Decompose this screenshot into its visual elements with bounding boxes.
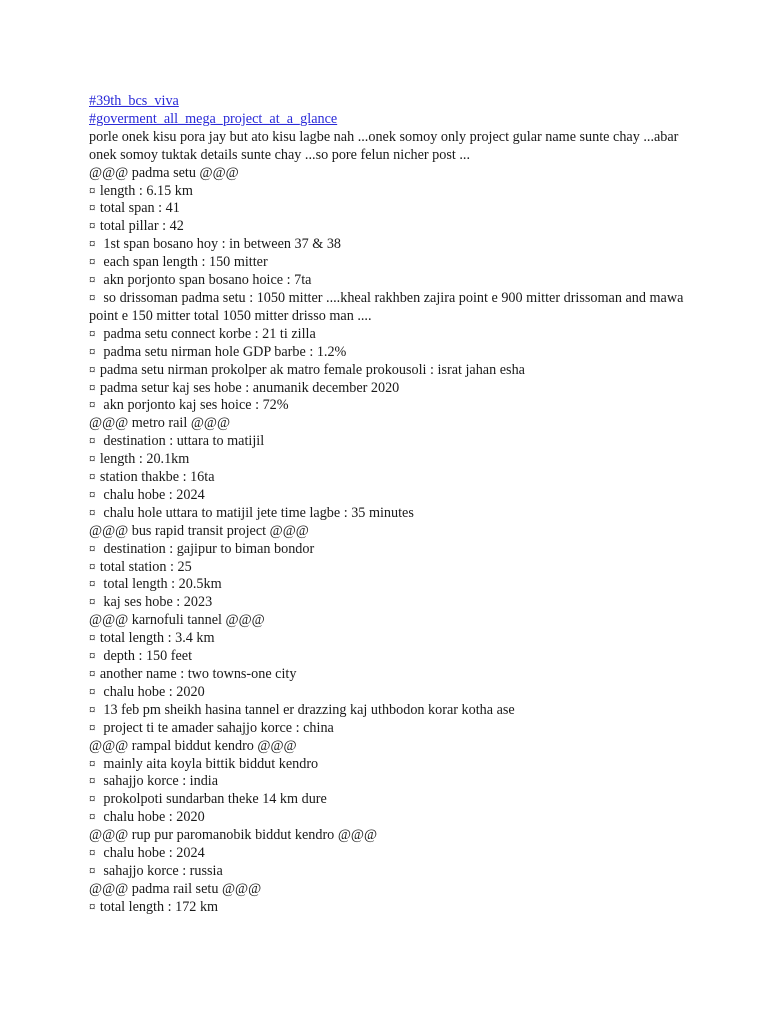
list-item-text: so drissoman padma setu : 1050 mitter ....kheal rakhben zajira point e 900 mitter drissoman and mawa point e 150 mitter total 1050 mitter drisso man .... — [89, 289, 684, 324]
section-heading: @@@ bus rapid transit project @@@ — [89, 522, 309, 539]
list-item-text: destination : gajipur to biman bondor — [99, 540, 315, 557]
list-item-text: another name : two towns-one city — [99, 666, 297, 682]
list-item-text: project ti te amader sahajjo korce : china — [99, 719, 334, 736]
list-item-text: total length : 20.5km — [99, 576, 222, 593]
section-heading: @@@ rampal biddut kendro @@@ — [89, 737, 297, 754]
list-item — [89, 594, 689, 612]
bullet-symbol-icon: ¤ — [89, 720, 96, 735]
list-item — [89, 380, 689, 398]
list-item — [89, 469, 689, 487]
bullet-symbol-icon: ¤ — [89, 649, 96, 664]
bullet-symbol-icon: ¤ — [89, 219, 96, 234]
list-item-text: length : 6.15 km — [99, 182, 193, 199]
list-item-text: chalu hobe : 2024 — [99, 845, 205, 862]
list-item-text: total station : 25 — [99, 558, 192, 575]
bullet-symbol-icon: ¤ — [89, 631, 96, 646]
list-item-text: length : 20.1km — [99, 451, 190, 468]
list-item-text: sahajjo korce : russia — [99, 862, 223, 879]
list-item-text: padma setu connect korbe : 21 ti zilla — [99, 325, 316, 342]
project-list — [89, 165, 689, 917]
list-item-text: chalu hobe : 2020 — [99, 809, 205, 826]
bullet-symbol-icon: ¤ — [89, 380, 96, 395]
bullet-symbol-icon: ¤ — [89, 702, 96, 717]
list-item — [89, 344, 689, 362]
bullet-symbol-icon: ¤ — [89, 899, 96, 914]
list-item — [89, 541, 689, 559]
list-item-text: padma setur kaj ses hobe : anumanik december 2020 — [99, 379, 400, 396]
list-item — [89, 576, 689, 594]
list-item-text: total length : 3.4 km — [99, 630, 215, 647]
list-item-text: mainly aita koyla bittik biddut kendro — [99, 755, 319, 772]
list-item-text: padma setu nirman hole GDP barbe : 1.2% — [99, 343, 347, 360]
list-item — [89, 433, 689, 451]
bullet-symbol-icon: ¤ — [89, 846, 96, 861]
bullet-symbol-icon: ¤ — [89, 237, 96, 252]
bullet-symbol-icon: ¤ — [89, 559, 96, 574]
list-item — [89, 272, 689, 290]
section-heading: @@@ padma rail setu @@@ — [89, 880, 262, 897]
list-item-text: station thakbe : 16ta — [99, 469, 215, 486]
list-item-text: chalu hobe : 2024 — [99, 486, 205, 503]
list-item — [89, 200, 689, 218]
document-page — [89, 93, 689, 917]
bullet-symbol-icon: ¤ — [89, 255, 96, 270]
bullet-symbol-icon: ¤ — [89, 470, 96, 485]
bullet-symbol-icon: ¤ — [89, 684, 96, 699]
list-item — [89, 720, 689, 738]
bullet-symbol-icon: ¤ — [89, 344, 96, 359]
bullet-symbol-icon: ¤ — [89, 452, 96, 467]
bullet-symbol-icon: ¤ — [89, 792, 96, 807]
list-item-text: 1st span bosano hoy : in between 37 & 38 — [99, 236, 342, 253]
bullet-symbol-icon: ¤ — [89, 362, 96, 377]
list-item — [89, 236, 689, 254]
list-item — [89, 666, 689, 684]
list-item-text: destination : uttara to matijil — [99, 433, 265, 450]
list-item — [89, 218, 689, 236]
list-item — [89, 559, 689, 577]
bullet-symbol-icon: ¤ — [89, 183, 96, 198]
bullet-symbol-icon: ¤ — [89, 505, 96, 520]
list-item-text: total length : 172 km — [99, 898, 219, 915]
list-item — [89, 362, 689, 380]
bullet-symbol-icon: ¤ — [89, 326, 96, 341]
list-item — [89, 487, 689, 505]
bullet-symbol-icon: ¤ — [89, 273, 96, 288]
list-item-text: chalu hobe : 2020 — [99, 683, 205, 700]
bullet-symbol-icon: ¤ — [89, 863, 96, 878]
list-item — [89, 290, 689, 326]
bullet-symbol-icon: ¤ — [89, 290, 96, 305]
list-item-text: 13 feb pm sheikh hasina tannel er drazzing kaj uthbodon korar kotha ase — [99, 701, 515, 718]
bullet-symbol-icon: ¤ — [89, 810, 96, 825]
list-item-text: kaj ses hobe : 2023 — [99, 594, 213, 611]
bullet-symbol-icon: ¤ — [89, 398, 96, 413]
bullet-symbol-icon: ¤ — [89, 541, 96, 556]
list-item-text: akn porjonto kaj ses hoice : 72% — [99, 397, 289, 414]
list-item — [89, 326, 689, 344]
bullet-symbol-icon: ¤ — [89, 487, 96, 502]
section-heading: @@@ padma setu @@@ — [89, 164, 239, 181]
bullet-symbol-icon: ¤ — [89, 667, 96, 681]
list-item — [89, 451, 689, 469]
list-item — [89, 809, 689, 827]
list-item — [89, 899, 689, 917]
list-item — [89, 773, 689, 791]
bullet-symbol-icon: ¤ — [89, 756, 96, 771]
list-item — [89, 183, 689, 201]
bullet-symbol-icon: ¤ — [89, 577, 96, 592]
list-item-text: sahajjo korce : india — [99, 773, 219, 790]
bullet-symbol-icon: ¤ — [89, 774, 96, 789]
section-heading: @@@ metro rail @@@ — [89, 415, 231, 432]
list-item — [89, 845, 689, 863]
list-item-text: each span length : 150 mitter — [99, 254, 268, 271]
section-heading: @@@ rup pur paromanobik biddut kendro @@@ — [89, 827, 378, 844]
hashtag-link-mega-project[interactable]: #goverment_all_mega_project_at_a_glance — [89, 110, 338, 127]
list-item — [89, 397, 689, 415]
list-item — [89, 791, 689, 809]
list-item — [89, 756, 689, 774]
list-item-text: depth : 150 feet — [99, 648, 193, 665]
hashtag-link-viva[interactable]: #39th_bcs_viva — [89, 93, 179, 109]
list-item — [89, 702, 689, 720]
bullet-symbol-icon: ¤ — [89, 434, 96, 449]
list-item — [89, 684, 689, 702]
list-item-text: total pillar : 42 — [99, 218, 184, 235]
list-item-text: chalu hole uttara to matijil jete time lagbe : 35 minutes — [99, 504, 414, 521]
intro-paragraph: porle onek kisu pora jay but ato kisu lagbe nah ...onek somoy only project gular name sunte chay ...abar onek somoy tuktak details sunte chay ...so pore felun nicher post ... — [89, 128, 679, 163]
list-item-text: total span : 41 — [99, 200, 180, 217]
list-item — [89, 863, 689, 881]
list-item — [89, 254, 689, 272]
list-item-text: akn porjonto span bosano hoice : 7ta — [99, 272, 312, 289]
list-item — [89, 505, 689, 523]
section-heading: @@@ karnofuli tannel @@@ — [89, 612, 265, 629]
list-item-text: prokolpoti sundarban theke 14 km dure — [99, 791, 327, 808]
list-item-text: padma setu nirman prokolper ak matro female prokousoli : israt jahan esha — [99, 361, 525, 378]
bullet-symbol-icon: ¤ — [89, 595, 96, 610]
list-item — [89, 630, 689, 648]
bullet-symbol-icon: ¤ — [89, 201, 96, 216]
list-item — [89, 648, 689, 666]
